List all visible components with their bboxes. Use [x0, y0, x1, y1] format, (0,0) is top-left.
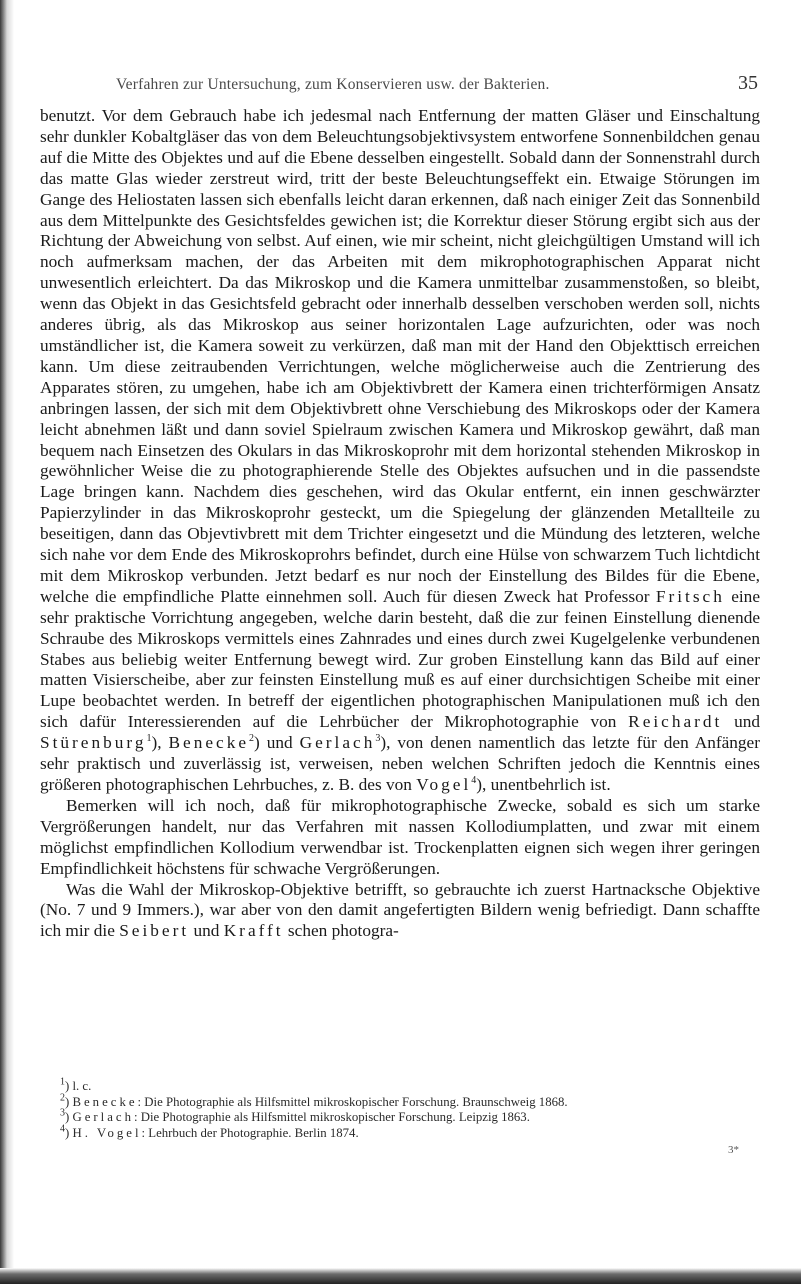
paragraph-3 [40, 880, 760, 943]
paragraph-2: Bemerken will ich noch, daß für mikrophotographische Zwecke, sobald es sich um starke Vergrößerungen handelt, nur das Verfahren mit nassen Kollodiumplatten, und zwar mit einem möglichst empfindlichen Kollodium verwendbar ist. Trockenplatten eignen sich wegen ihrer geringen Empfindlichkeit höchstens für schwache Vergrößerungen. [40, 795, 760, 878]
page-bottom-shadow [0, 1268, 801, 1284]
text-run: benutzt. Vor dem Gebrauch habe ich jedesmal nach Entfernung der matten Gläser und Einschaltung sehr dunkler Kobaltgläser das von dem Beleuchtungsobjektivsystem entworfene Sonnenbildchen genau auf die Mitte des Objektes und auf die Ebene desselben eingestellt. Sobald dann der Sonnenstrahl durch das matte Glas wieder zerstreut wird, tritt der beste Beleuchtungseffekt ein. Etwaige Störungen im Gange des Heliostaten lassen sich ebenfalls leicht daran erkennen, daß nach einiger Zeit das Sonnenbild aus dem Mittelpunkte des Gesichtsfeldes gewichen ist; die Korrektur dieser Störung ergibt sich aus der Richtung der Abweichung von selbst. Auf einen, wie mir scheint, nicht gleichgültigen Umstand will ich noch aufmerksam machen, der das Arbeiten mit dem mikrophotographischen Apparat nicht unwesentlich erleichtert. Da das Mikroskop und die Kamera unmittelbar zusammenstoßen, so bleibt, wenn das Objekt in das Gesichtsfeld gebracht oder innerhalb desselben verschoben werden soll, nichts anderes übrig, als das Mikroskop aus seiner horizontalen Lage aufzurichten, oder was noch umständlicher ist, die Kamera soweit zu verkürzen, daß man mit der Hand den Objekttisch erreichen kann. Um diese zeitraubenden Verrichtungen, welche möglicherweise auch die Zentrierung des Apparates stören, zu umgehen, habe ich am Objektivbrett der Kamera einen trichterförmigen Ansatz anbringen lassen, der sich mit dem Objektivbrett ohne Verschiebung des Mikroskops oder der Kamera leicht abnehmen läßt und dann soviel Spielraum zwischen Kamera und Mikroskop gewährt, daß man bequem nach Einsetzen des Okulars in das Mikroskoprohr mit dem horizontal stehenden Mikroskop in gewöhnlicher Weise die zu photographierende Stelle des Objektes aufsuchen und in die passendste Lage bringen kann. Nachdem dies geschehen, wird das Okular entfernt, ein innen geschwärzter Papierzylinder in das Mikroskoprohr gesteckt, um die Spiegelung der glänzenden Metallteile zu beseitigen, dann das Objevtivbrett mit dem Trichter eingesetzt und die Mündung des letzteren, welche sich nahe vor dem Ende des Mikroskoprohrs befindet, durch eine Hülse von schwarzem Tuch lichtdicht mit dem Mikroskop verbunden. Jetzt bedarf es nur noch der Einstellung des Bildes für die Ebene, welche die empfindliche Platte einnehmen soll. Auch für diesen Zweck hat Professor [40, 106, 760, 606]
footnote-text: : Die Photographie als Hilfsmittel mikroskopischer Forschung. Braunschweig 1868. [137, 1094, 568, 1109]
footnote-ref-4[interactable]: 4 [471, 775, 477, 787]
text-run: und [722, 712, 760, 732]
text-run: ), von denen namentlich das letzte für den Anfänger sehr praktisch und zuverlässig ist, verweisen, neben welchen Schriften jedoch die Kenntnis eines größeren photographischen Lehrbuches, z. B. des von [40, 733, 760, 794]
footnote-4: $^4$) H. Vogel: Lehrbuch der Photographie. Berlin 1874. [60, 1123, 359, 1140]
page-header [40, 70, 760, 100]
footnote-ref-1[interactable]: 1 [146, 733, 152, 745]
footnote-text: l. c. [72, 1079, 92, 1093]
footnote-author: H. Vogel [72, 1125, 142, 1140]
author-name-krafft: Krafft [223, 921, 284, 941]
author-name-reichardt: Reichardt [628, 712, 723, 732]
author-name-gerlach: Gerlach [299, 733, 376, 753]
page-number: 35 [738, 72, 758, 94]
footnote-ref-3[interactable]: 3 [375, 733, 381, 745]
author-name-benecke: Benecke [168, 733, 250, 753]
text-run: Was die Wahl der Mikroskop-Objektive betrifft, so gebrauchte ich zuerst Hartnacksche Objektive (No. 7 und 9 Immers.), war aber von den damit angefertigten Bildern wenig befriedigt. Dann schaffte ich mir die [40, 879, 760, 941]
footnote-text: : Die Photographie als Hilfsmittel mikroskopischer Forschung. Leipzig 1863. [133, 1110, 530, 1124]
author-name-stuerenburg: Stürenburg [40, 733, 147, 753]
footnote-1: $^1$) l. c. [60, 1076, 92, 1093]
text-run: und [189, 921, 224, 941]
footnote-mark: 1 [60, 1076, 65, 1088]
text-run: ), [151, 733, 169, 753]
running-head: Verfahren zur Untersuchung, zum Konservieren usw. der Bakterien. [116, 76, 550, 93]
footnote-mark: 3 [60, 1107, 65, 1119]
footnote-mark: 2 [60, 1092, 65, 1104]
text-run: schen photogra- [283, 921, 399, 941]
footnote-mark: 4 [60, 1123, 65, 1135]
text-run: ) und [254, 733, 300, 753]
footnote-author: Gerlach [72, 1110, 134, 1124]
footnote-2: $^2$) Benecke: Die Photographie als Hilfsmittel mikroskopischer Forschung. Braunschweig 1868. [60, 1092, 568, 1109]
text-run: eine sehr praktische Vorrichtung angegeben, welche darin besteht, daß die zur feinen Einstellung dienende Schraube des Mikroskops vermittels eines Zahnrades und eines durch zwei Kugelgelenke verbundenen Stabes aus beliebig weiter Entfernung bewegt wird. Zur groben Einstellung kann das Bild auf einer matten Visierscheibe, aber zur feinsten Einstellung muß es auf einer durchsichtigen Scheibe mit einer Lupe beobachtet werden. In betreff der eigentlichen photographischen Manipulationen muß ich den sich dafür Interessierenden auf die Lehrbücher der Mikrophotographie von [40, 586, 760, 732]
page-binding-shadow [0, 0, 14, 1284]
footnote-3: $^3$) Gerlach: Die Photographie als Hilfsmittel mikroskopischer Forschung. Leipzig 1863. [60, 1107, 530, 1124]
author-name-vogel: Vogel [416, 775, 472, 794]
body-text [40, 106, 760, 942]
author-name-fritsch: Fritsch [655, 586, 725, 606]
footnotes [60, 1076, 740, 1141]
footnote-text: : Lehrbuch der Photographie. Berlin 1874. [141, 1125, 359, 1140]
signature-mark: 3* [728, 1144, 739, 1156]
paragraph-1 [40, 106, 760, 796]
author-name-seibert: Seibert [119, 921, 190, 941]
text-run: ), unentbehrlich ist. [476, 775, 611, 794]
footnote-author: Benecke [72, 1094, 138, 1109]
footnote-ref-2[interactable]: 2 [249, 733, 255, 745]
